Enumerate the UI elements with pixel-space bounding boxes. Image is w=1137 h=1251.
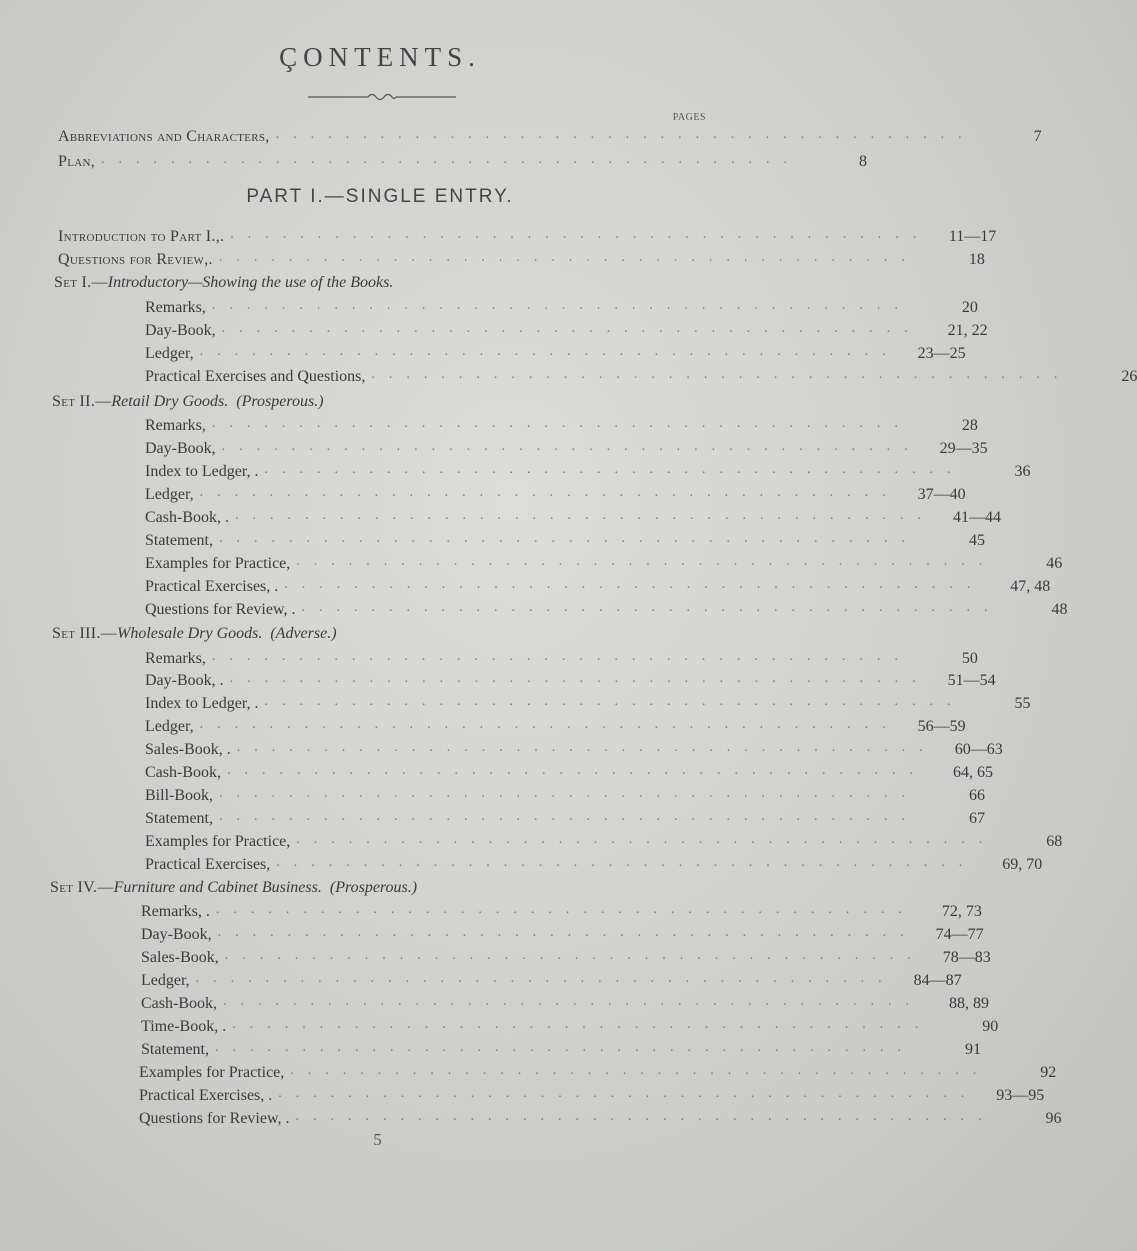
ornament-divider xyxy=(308,90,456,104)
entry-label: Practical Exercises, . xyxy=(139,1087,273,1104)
toc-entry xyxy=(145,597,1068,619)
set-note: (Prosperous.) xyxy=(236,393,324,410)
entry-page: 18 xyxy=(968,251,985,268)
entry-label: Index to Ledger, . xyxy=(145,695,259,712)
toc-entry xyxy=(141,945,991,967)
entry-label: Statement, xyxy=(145,532,213,549)
entry-page: 37—40 xyxy=(917,486,966,503)
entry-page: 7 xyxy=(1033,128,1042,145)
entry-page: 21, 22 xyxy=(947,322,988,339)
set-note: (Prosperous.) xyxy=(329,879,418,896)
entry-page: 78—83 xyxy=(942,949,991,966)
entry-label: Ledger, xyxy=(145,345,194,362)
entry-label: Questions for Review, . xyxy=(139,1110,290,1127)
entry-page: 67 xyxy=(968,810,985,827)
entry-label: Examples for Practice, xyxy=(145,833,291,850)
dot-leader: ........................................ xyxy=(221,321,922,336)
dot-leader: ........................................ xyxy=(211,416,912,431)
entry-label: Cash-Book, xyxy=(145,764,221,781)
toc-entry xyxy=(145,829,1063,851)
entry-page: 91 xyxy=(964,1041,981,1058)
entry-page: 66 xyxy=(969,787,986,804)
dot-leader: ........................................ xyxy=(218,250,919,265)
toc-entry xyxy=(145,783,986,805)
entry-label: Examples for Practice, xyxy=(145,555,291,572)
dot-leader: ........................................ xyxy=(218,809,919,824)
entry-label: Day-Book, xyxy=(145,440,216,457)
dot-leader: ........................................ xyxy=(221,439,922,454)
set-title: Retail Dry Goods. xyxy=(111,393,229,410)
pages-column-header: PAGES xyxy=(672,112,706,123)
dot-leader: ........................................ xyxy=(284,577,985,592)
toc-entry xyxy=(141,991,989,1013)
entry-label: Examples for Practice, xyxy=(139,1064,285,1081)
toc-entry xyxy=(141,968,962,990)
entry-page: 88, 89 xyxy=(949,995,989,1012)
toc-entry xyxy=(145,760,993,782)
toc-entry xyxy=(139,1106,1062,1128)
toc-entry xyxy=(145,482,966,504)
entry-page: 26 xyxy=(1121,368,1137,385)
set-title: Wholesale Dry Goods. xyxy=(117,625,263,642)
toc-entry xyxy=(141,899,982,921)
entry-page: 8 xyxy=(859,153,868,170)
toc-entry xyxy=(145,295,978,317)
entry-page: 74—77 xyxy=(935,926,984,943)
toc-entry xyxy=(58,224,997,246)
set-heading xyxy=(50,875,706,897)
entry-page: 29—35 xyxy=(939,440,988,457)
entry-page: 36 xyxy=(1014,463,1031,480)
entry-label: Index to Ledger, . xyxy=(145,463,259,480)
toc-entry xyxy=(145,551,1063,573)
entry-label: Practical Exercises, xyxy=(145,856,271,873)
dot-leader: ........................................ xyxy=(229,671,930,686)
entry-page: 96 xyxy=(1045,1110,1062,1127)
dot-leader: ........................................ xyxy=(219,786,920,801)
toc-entry xyxy=(145,714,966,736)
entry-label: Sales-Book, . xyxy=(145,741,231,758)
entry-label: Day-Book, xyxy=(145,322,216,339)
entry-label: Cash-Book, . xyxy=(145,509,229,526)
entry-page: 92 xyxy=(1040,1064,1057,1081)
page-number: 5 xyxy=(373,1130,382,1149)
entry-label: Remarks, xyxy=(145,299,206,316)
toc-entry xyxy=(145,436,988,458)
entry-label: Bill-Book, xyxy=(145,787,214,804)
dot-leader: ........................................ xyxy=(301,600,1002,615)
set-note: (Adverse.) xyxy=(270,625,337,642)
entry-page: 69, 70 xyxy=(1002,856,1043,873)
dot-leader: ........................................ xyxy=(224,948,925,963)
toc-entry xyxy=(145,341,966,363)
dot-leader: ........................................ xyxy=(296,554,997,569)
entry-label: Plan, xyxy=(58,153,96,170)
entry-label: Ledger, xyxy=(145,486,194,503)
entry-label: Abbreviations and Characters, xyxy=(58,128,270,145)
entry-page: 90 xyxy=(982,1018,999,1035)
dot-leader: ........................................ xyxy=(211,649,912,664)
toc-entry xyxy=(145,505,1001,527)
set-prefix: Set III.— xyxy=(52,625,118,642)
toc-entry xyxy=(145,413,978,435)
toc-entry xyxy=(145,574,1051,596)
entry-label: Introduction to Part I.,. xyxy=(58,228,225,245)
entry-page: 41—44 xyxy=(953,509,1001,526)
toc-entry xyxy=(145,852,1043,874)
entry-page: 56—59 xyxy=(917,718,966,735)
dot-leader: ........................................ xyxy=(223,994,923,1009)
part-heading: PART I.—SINGLE ENTRY. xyxy=(246,186,514,207)
dot-leader: ........................................ xyxy=(215,902,916,917)
dot-leader: ........................................ xyxy=(217,925,918,940)
entry-page: 28 xyxy=(961,417,978,434)
toc-entry xyxy=(145,691,1031,713)
entry-label: Remarks, xyxy=(145,417,206,434)
entry-label: Sales-Book, xyxy=(141,949,219,966)
set-prefix: Set IV.— xyxy=(50,879,114,896)
set-heading xyxy=(52,621,706,643)
toc-entry xyxy=(145,318,988,340)
entry-page: 20 xyxy=(961,299,978,316)
dot-leader: ........................................ xyxy=(218,531,919,546)
entry-page: 72, 73 xyxy=(941,903,982,920)
entry-page: 68 xyxy=(1046,833,1063,850)
dot-leader: ........................................ xyxy=(264,694,965,709)
entry-page: 46 xyxy=(1046,555,1063,572)
dot-leader: ........................................ xyxy=(214,1040,915,1055)
entry-label: Questions for Review, . xyxy=(145,601,296,618)
dot-leader: ........................................ xyxy=(295,1109,996,1124)
toc-entry xyxy=(141,1014,999,1036)
entry-label: Cash-Book, xyxy=(141,995,217,1012)
dot-leader: ........................................ xyxy=(227,763,927,778)
entry-label: Time-Book, . xyxy=(141,1018,227,1035)
toc-entry xyxy=(145,646,978,668)
entry-page: 48 xyxy=(1051,601,1068,618)
entry-label: Practical Exercises, . xyxy=(145,578,279,595)
set-title: Introductory—Showing the use of the Books. xyxy=(107,274,394,291)
toc-entry xyxy=(139,1083,1045,1105)
entry-page: 60—63 xyxy=(954,741,1003,758)
toc-entry xyxy=(145,737,1003,759)
set-title: Furniture and Cabinet Business. xyxy=(113,879,322,896)
entry-page: 50 xyxy=(961,650,978,667)
entry-page: 45 xyxy=(968,532,985,549)
entry-page: 93—95 xyxy=(996,1087,1045,1104)
entry-page: 47, 48 xyxy=(1010,578,1051,595)
entry-page: 11—17 xyxy=(948,228,997,245)
page-title: ÇONTENTS. xyxy=(279,42,481,72)
dot-leader: ........................................ xyxy=(276,855,977,870)
entry-page: 23—25 xyxy=(917,345,966,362)
toc-entry xyxy=(145,364,1137,386)
entry-label: Ledger, xyxy=(145,718,194,735)
entry-label: Questions for Review,. xyxy=(58,251,213,268)
toc-entry xyxy=(58,124,1042,146)
dot-leader: ........................................ xyxy=(199,344,900,359)
dot-leader: ........................................ xyxy=(264,462,965,477)
dot-leader: ........................................ xyxy=(211,298,912,313)
set-prefix: Set I.— xyxy=(54,274,108,291)
dot-leader: ........................................ xyxy=(199,485,900,500)
toc-entry xyxy=(141,922,984,944)
dot-leader: ........................................ xyxy=(195,971,896,986)
toc-entry xyxy=(145,528,985,550)
dot-leader: ........................................ xyxy=(296,832,997,847)
dot-leader: ........................................ xyxy=(275,127,976,142)
entry-page: 84—87 xyxy=(913,972,962,989)
set-prefix: Set II.— xyxy=(52,393,112,410)
entry-label: Statement, xyxy=(141,1041,209,1058)
entry-label: Day-Book, xyxy=(141,926,212,943)
dot-leader: ........................................ xyxy=(371,367,1072,382)
dot-leader: ........................................ xyxy=(230,227,931,242)
entry-label: Ledger, xyxy=(141,972,190,989)
dot-leader: ........................................ xyxy=(278,1086,979,1101)
set-heading xyxy=(52,389,706,411)
dot-leader: ........................................ xyxy=(199,717,900,732)
dot-leader: ........................................ xyxy=(232,1017,933,1032)
toc-entry xyxy=(145,668,996,690)
entry-page: 51—54 xyxy=(947,672,996,689)
entry-label: Practical Exercises and Questions, xyxy=(145,368,366,385)
toc-entry xyxy=(139,1060,1057,1082)
toc-entry xyxy=(145,459,1031,481)
entry-label: Day-Book, . xyxy=(145,672,224,689)
toc-entry xyxy=(145,806,985,828)
entry-page: 55 xyxy=(1014,695,1031,712)
toc-entry xyxy=(58,149,868,171)
entry-page: 64, 65 xyxy=(953,764,993,781)
entry-label: Remarks, . xyxy=(141,903,210,920)
dot-leader: ........................................ xyxy=(236,740,937,755)
entry-label: Remarks, xyxy=(145,650,206,667)
toc-entry xyxy=(141,1037,981,1059)
dot-leader: ........................................ xyxy=(101,152,802,167)
entry-label: Statement, xyxy=(145,810,213,827)
dot-leader: ........................................ xyxy=(290,1063,991,1078)
toc-entry xyxy=(58,247,985,269)
dot-leader: ........................................ xyxy=(235,508,935,523)
set-heading xyxy=(54,270,706,292)
